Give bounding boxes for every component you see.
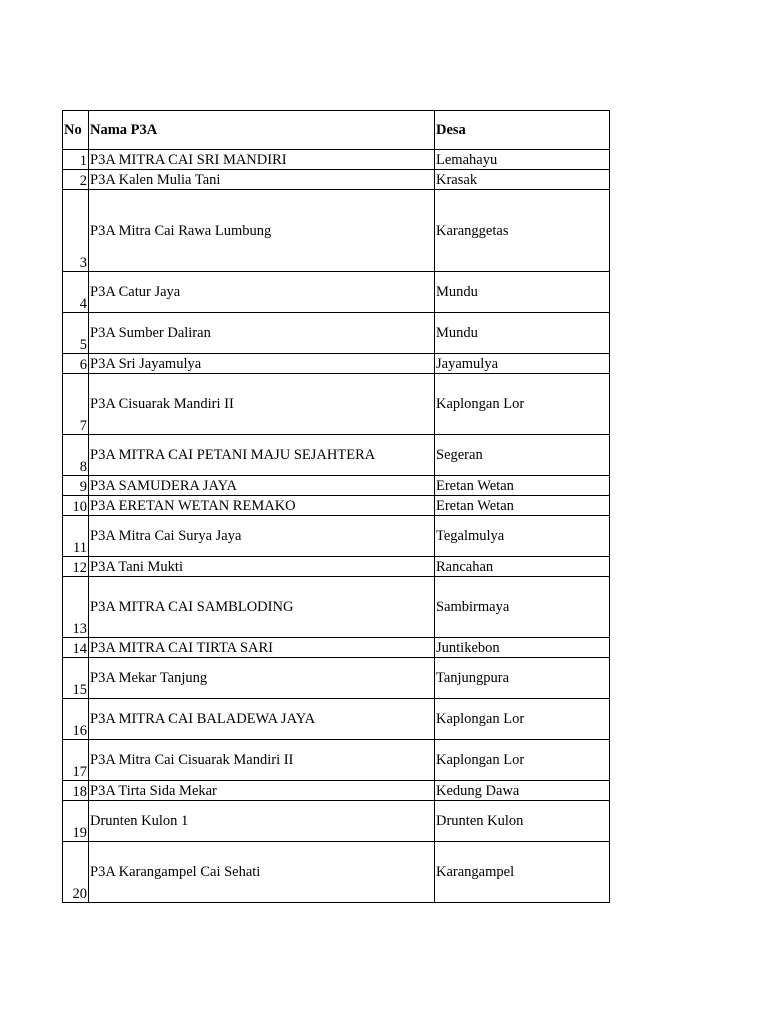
row-nama-p3a: P3A MITRA CAI TIRTA SARI [89, 638, 435, 658]
row-nama-p3a: Drunten Kulon 1 [89, 801, 435, 842]
table-row [63, 496, 610, 516]
table-row [63, 170, 610, 190]
row-nama-p3a: P3A Tirta Sida Mekar [89, 781, 435, 801]
row-nama-p3a: P3A Sumber Daliran [89, 313, 435, 354]
row-desa: Karangampel [435, 842, 610, 903]
row-desa: Kedung Dawa [435, 781, 610, 801]
row-number: 14 [63, 638, 89, 658]
header-no: No [63, 111, 89, 150]
row-nama-p3a: P3A Sri Jayamulya [89, 354, 435, 374]
row-desa: Eretan Wetan [435, 476, 610, 496]
table-row [63, 638, 610, 658]
row-nama-p3a: P3A MITRA CAI SRI MANDIRI [89, 150, 435, 170]
row-nama-p3a: P3A Mitra Cai Cisuarak Mandiri II [89, 740, 435, 781]
table-row [63, 699, 610, 740]
table-row [63, 150, 610, 170]
table-row [63, 476, 610, 496]
row-nama-p3a: P3A Karangampel Cai Sehati [89, 842, 435, 903]
row-desa: Tanjungpura [435, 658, 610, 699]
row-desa: Tegalmulya [435, 516, 610, 557]
row-desa: Krasak [435, 170, 610, 190]
row-number: 15 [63, 658, 89, 699]
row-number: 8 [63, 435, 89, 476]
row-number: 5 [63, 313, 89, 354]
row-desa: Eretan Wetan [435, 496, 610, 516]
row-desa: Kaplongan Lor [435, 740, 610, 781]
table-row [63, 516, 610, 557]
table-row [63, 781, 610, 801]
row-number: 16 [63, 699, 89, 740]
table-row [63, 801, 610, 842]
row-nama-p3a: P3A Cisuarak Mandiri II [89, 374, 435, 435]
header-nama-p3a: Nama P3A [89, 111, 435, 150]
row-nama-p3a: P3A Mekar Tanjung [89, 658, 435, 699]
table-row [63, 354, 610, 374]
row-number: 9 [63, 476, 89, 496]
row-desa: Rancahan [435, 557, 610, 577]
row-desa: Kaplongan Lor [435, 699, 610, 740]
table-row [63, 313, 610, 354]
row-number: 12 [63, 557, 89, 577]
row-number: 18 [63, 781, 89, 801]
row-number: 4 [63, 272, 89, 313]
table-row [63, 374, 610, 435]
row-number: 20 [63, 842, 89, 903]
header-desa: Desa [435, 111, 610, 150]
row-number: 2 [63, 170, 89, 190]
row-nama-p3a: P3A ERETAN WETAN REMAKO [89, 496, 435, 516]
p3a-table [62, 110, 610, 903]
row-number: 6 [63, 354, 89, 374]
row-desa: Lemahayu [435, 150, 610, 170]
row-desa: Jayamulya [435, 354, 610, 374]
row-desa: Mundu [435, 272, 610, 313]
row-nama-p3a: P3A MITRA CAI SAMBLODING [89, 577, 435, 638]
row-nama-p3a: P3A SAMUDERA JAYA [89, 476, 435, 496]
row-desa: Karanggetas [435, 190, 610, 272]
row-desa: Kaplongan Lor [435, 374, 610, 435]
row-nama-p3a: P3A Kalen Mulia Tani [89, 170, 435, 190]
row-number: 19 [63, 801, 89, 842]
row-nama-p3a: P3A MITRA CAI PETANI MAJU SEJAHTERA [89, 435, 435, 476]
row-number: 13 [63, 577, 89, 638]
row-desa: Drunten Kulon [435, 801, 610, 842]
table-row [63, 658, 610, 699]
header-row [63, 111, 610, 150]
row-number: 3 [63, 190, 89, 272]
row-number: 11 [63, 516, 89, 557]
row-number: 1 [63, 150, 89, 170]
table-row [63, 842, 610, 903]
row-number: 17 [63, 740, 89, 781]
table-row [63, 740, 610, 781]
row-nama-p3a: P3A Mitra Cai Rawa Lumbung [89, 190, 435, 272]
table-row [63, 190, 610, 272]
table-row [63, 557, 610, 577]
row-desa: Mundu [435, 313, 610, 354]
row-desa: Segeran [435, 435, 610, 476]
row-nama-p3a: P3A Tani Mukti [89, 557, 435, 577]
row-number: 10 [63, 496, 89, 516]
row-desa: Juntikebon [435, 638, 610, 658]
row-desa: Sambirmaya [435, 577, 610, 638]
table-row [63, 435, 610, 476]
row-number: 7 [63, 374, 89, 435]
row-nama-p3a: P3A Catur Jaya [89, 272, 435, 313]
table-row [63, 577, 610, 638]
table-row [63, 272, 610, 313]
row-nama-p3a: P3A MITRA CAI BALADEWA JAYA [89, 699, 435, 740]
row-nama-p3a: P3A Mitra Cai Surya Jaya [89, 516, 435, 557]
